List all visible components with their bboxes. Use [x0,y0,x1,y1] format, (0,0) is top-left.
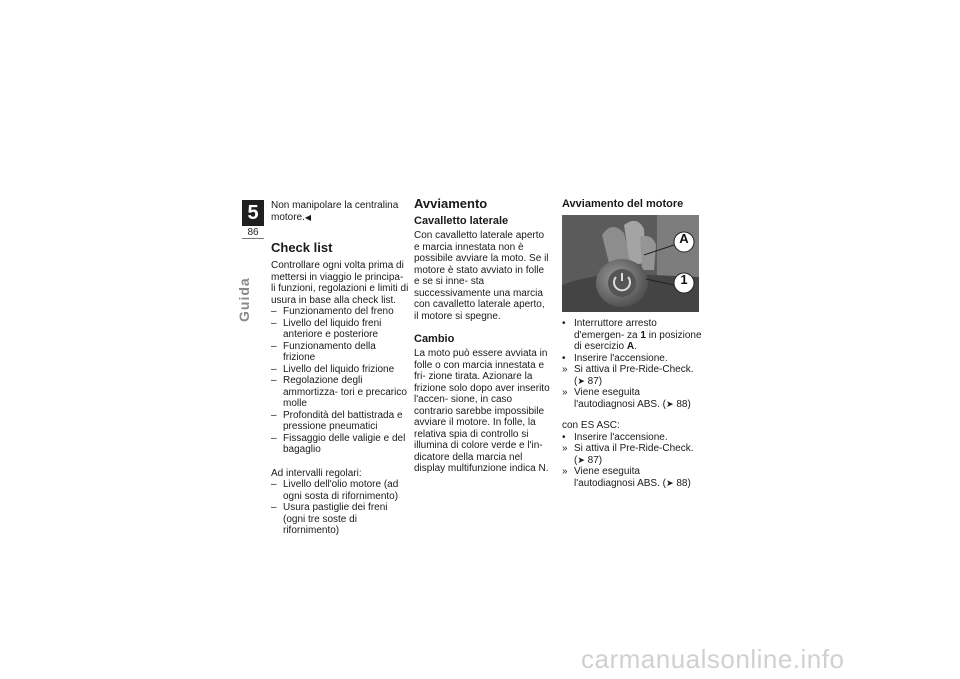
list-item: – Livello del liquido freni anteriore e posteriore [271,317,382,340]
subsection-title: Cavalletto laterale [414,215,509,227]
page-ref-arrow-icon: ➤ [577,375,585,386]
start-steps [562,318,702,410]
page-ref: 88 [676,398,688,410]
column-avviamento-motore [562,198,702,489]
interval-list [271,479,409,537]
section-title: Avviamento del motore [562,198,684,210]
list-item: – Funzionamento della frizione [271,340,376,363]
page-number: 86 [247,227,259,238]
check-list-title: Check list [271,240,333,255]
list-item: » Viene eseguita l'autodiagnosi ABS. (➤ 88) [562,387,691,410]
divider [242,238,264,239]
page-ref-arrow-icon: ➤ [577,454,585,465]
paragraph: La moto può essere avviata in folle o con marcia innestata e fri- zione tirata. Azionare la frizione solo dopo aver inserito l'accen- sione, in caso contrario sarebbe impossibile avviare il motore. In folle, la relativa spia di controllo si illumina di colore verde e l'in- dicatore della marcia nel display multifunzione indica N. [414,348,550,474]
switch-illustration [562,215,699,312]
check-list-intro: Controllare ogni volta prima di mettersi in viaggio le principa- li funzioni, regolazioni e limiti di usura in base alla check list. [271,260,409,306]
list-item: • Interruttore arresto d'emergen- za 1 in posizione di esercizio A. [562,318,702,352]
chapter-number: 5 [242,200,264,226]
page-ref-arrow-icon: ➤ [665,477,674,488]
intro-text: Non manipolare la centralina motore.◀ [271,200,399,223]
end-mark-icon: ◀ [304,212,312,222]
subsection-title: Cambio [414,333,455,345]
column-check-list [271,200,409,537]
list-item: – Livello dell'olio motore (ad ogni sosta di rifornimento) [271,479,399,502]
list-item: – Fissaggio delle valigie e del bagaglio [271,432,406,455]
interval-title: Ad intervalli regolari: [271,467,362,479]
list-item: • Inserire l'accensione. [562,352,668,364]
label-a: A [679,231,689,246]
page-ref-arrow-icon: ➤ [665,398,674,409]
list-item: – Regolazione degli ammortizza- tori e precarico molle [271,375,407,409]
paragraph: Con cavalletto laterale aperto e marcia innestata non è possibile avviare la moto. Se il motore è stato avviato in folle e se si inne- sta successivamente una marcia con cavalletto laterale aperto, il motore si spegne. [414,230,549,322]
page-ref: 87 [587,454,599,466]
list-item: » Si attiva il Pre-Ride-Check. (➤ 87) [562,443,694,466]
list-item: – Livello del liquido frizione [271,363,395,375]
label-1: 1 [680,272,688,287]
section-title: Avviamento [414,196,488,211]
list-item: • Inserire l'accensione. [562,431,668,443]
list-item: – Usura pastiglie dei freni (ogni tre soste di rifornimento) [271,502,388,536]
check-list [271,306,409,456]
switch-photo [562,215,699,312]
list-item: » Viene eseguita l'autodiagnosi ABS. (➤ 88) [562,466,691,489]
section-label: Guida [236,277,252,322]
list-item: – Profondità del battistrada e pressione pneumatici [271,409,403,432]
es-asc-steps [562,432,702,490]
es-asc-label: con ES ASC: [562,420,620,431]
page-ref: 88 [676,477,688,489]
page-ref: 87 [587,375,599,387]
list-item: » Si attiva il Pre-Ride-Check. (➤ 87) [562,364,694,387]
watermark: carmanualsonline.info [581,644,845,674]
list-item: – Funzionamento del freno [271,306,394,317]
column-avviamento [414,196,550,475]
